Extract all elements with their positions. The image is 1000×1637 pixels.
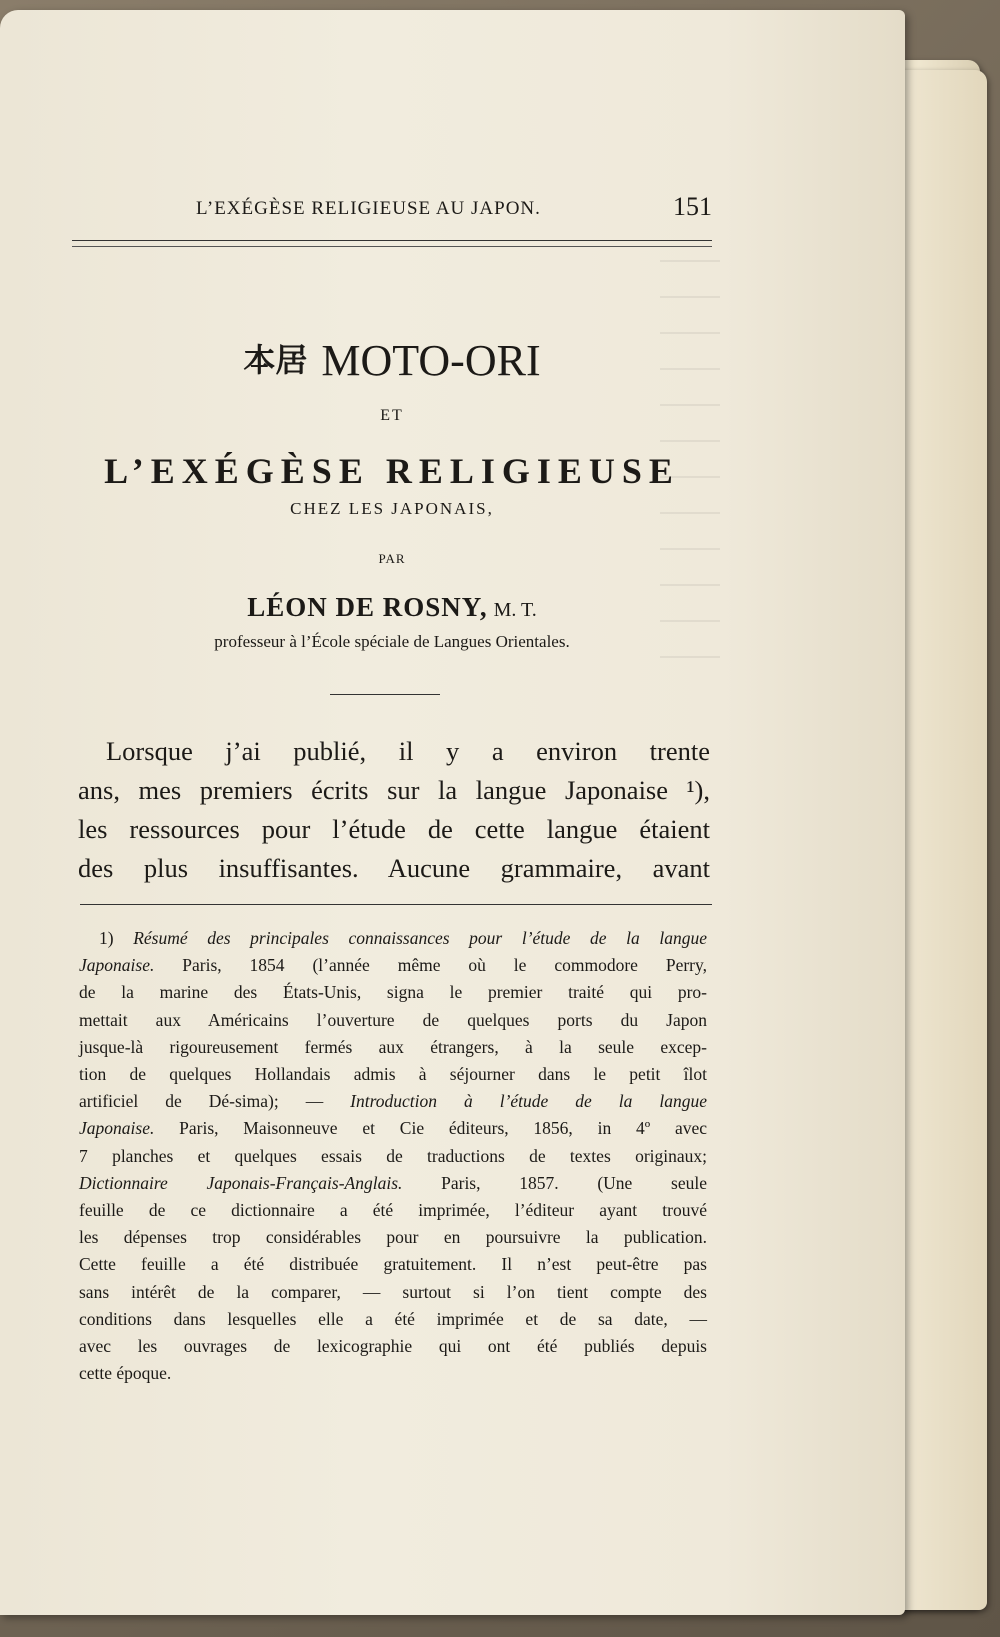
footnote-title: Introduction à l’étude de la langue [350,1091,707,1112]
footnote-line: Dictionnaire Japonais-Français-Anglais. Paris, 1857. (Une seule [79,1172,707,1193]
body-line: Lorsque j’ai publié, il y a environ trente [106,736,710,766]
footnote-line: de la marine des États-Unis, signa le premier traité qui pro- [79,982,707,1003]
author-affiliation: professeur à l’École spéciale de Langues Orientales. [214,632,570,651]
footnote-line: Japonaise. Paris, 1854 (l’année même où le commodore Perry, [79,955,707,976]
running-header [72,190,712,230]
body-line: des plus insuffisantes. Aucune grammaire, avant [78,853,710,883]
separator-rule [330,694,440,695]
footnote-line: conditions dans lesquelles elle a été imprimée et de sa date, — [79,1308,707,1329]
article-subtitle: L’EXÉGÈSE RELIGIEUSE [104,451,680,491]
header-rule [72,240,712,247]
page-number: 151 [673,192,712,221]
author-suffix: M. T. [493,599,537,621]
article-subtitle-2: CHEZ LES JAPONAIS, [290,499,494,518]
footnote-line: feuille de ce dictionnaire a été imprimée, l’éditeur ayant trouvé [79,1200,707,1221]
footnote [79,925,707,1387]
footnote-line: artificiel de Dé-sima); — Introduction à l’étude de la langue [79,1091,707,1112]
byline-par: PAR [378,551,406,566]
footnote-line: 7 planches et quelques essais de traductions de textes originaux; [79,1145,707,1166]
book-edge-pages-inner [895,70,987,1610]
author-line [72,592,712,623]
body-line: ans, mes premiers écrits sur la langue Japonaise ¹), [78,775,710,805]
footnote-line [79,925,707,952]
footnote-title: Résumé des principales connaissances pour l’étude de la langue [133,928,707,948]
footnote-line: Cette feuille a été distribuée gratuitement. Il n’est peut-être pas [79,1254,707,1275]
footnote-title: Dictionnaire Japonais-Français-Anglais. [79,1172,403,1193]
footnote-line: mettait aux Américains l’ouverture de quelques ports du Japon [79,1009,707,1030]
footnote-line: Japonaise. Paris, Maisonneuve et Cie éditeurs, 1856, in 4º avec [79,1118,707,1139]
body-line: les ressources pour l’étude de cette langue étaient [78,814,710,844]
footnote-line: sans intérêt de la comparer, — surtout si l’on tient compte des [79,1281,707,1302]
author-name: LÉON DE ROSNY, [247,592,488,622]
title-kanji: 本居 [243,341,308,379]
footnote-line: tion de quelques Hollandais admis à séjourner dans le petit îlot [79,1064,707,1085]
footnote-marker: 1) [99,928,134,948]
article-title [72,335,712,386]
footnote-title-end: Japonaise. [79,1118,155,1139]
title-conjunction: ET [380,407,404,424]
footnote-line: cette époque. [79,1363,172,1384]
title-main: MOTO-ORI [321,336,541,385]
body-paragraph [78,732,710,888]
footnote-line: avec les ouvrages de lexicographie qui ont été publiés depuis [79,1336,707,1357]
running-title: L’EXÉGÈSE RELIGIEUSE AU JAPON. [196,198,541,219]
footnote-line: les dépenses trop considérables pour en poursuivre la publication. [79,1227,707,1248]
footnote-title-end: Japonaise. [79,955,155,976]
footnote-line: jusque-là rigoureusement fermés aux étrangers, à la seule excep- [79,1036,707,1057]
footnote-rule [80,904,712,905]
